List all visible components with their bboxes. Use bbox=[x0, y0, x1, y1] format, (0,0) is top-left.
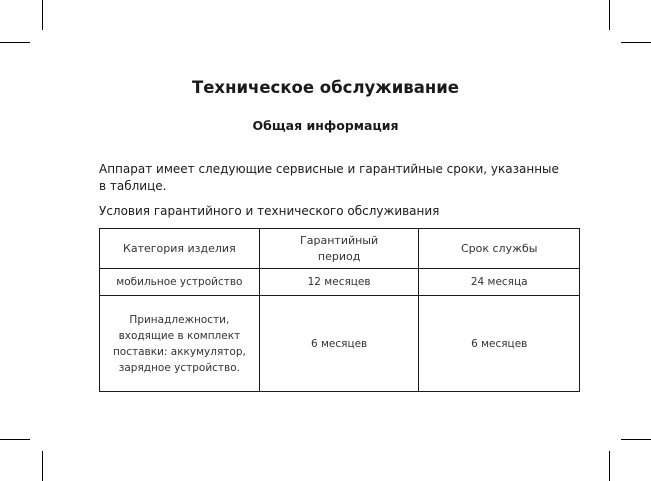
section-subtitle: Общая информация bbox=[252, 118, 399, 133]
intro-line-2: в таблице. bbox=[99, 179, 167, 193]
crop-mark-bottom-left-vertical bbox=[42, 451, 43, 481]
cell-warranty: 6 месяцев bbox=[259, 296, 419, 392]
cell-category: Принадлежности, входящие в комплект поставки: аккумулятор, зарядное устройство. bbox=[100, 296, 260, 392]
table-caption: Условия гарантийного и технического обслуживания bbox=[99, 204, 440, 218]
header-warranty: Гарантийный период bbox=[259, 229, 419, 269]
crop-mark-top-left-horizontal bbox=[0, 42, 30, 43]
warranty-table bbox=[99, 228, 580, 392]
crop-mark-bottom-right-vertical bbox=[609, 451, 610, 481]
header-service-life: Срок службы bbox=[419, 229, 580, 269]
cell-warranty: 12 месяцев bbox=[259, 269, 419, 296]
header-category: Категория изделия bbox=[100, 229, 260, 269]
intro-paragraph bbox=[99, 161, 589, 195]
crop-mark-top-left-vertical bbox=[42, 0, 43, 30]
crop-mark-top-right-vertical bbox=[609, 0, 610, 30]
table-header-row bbox=[100, 229, 580, 269]
table-row bbox=[100, 296, 580, 392]
crop-mark-bottom-right-horizontal bbox=[621, 439, 651, 440]
cell-service-life: 6 месяцев bbox=[419, 296, 580, 392]
intro-line-1: Аппарат имеет следующие сервисные и гарантийные сроки, указанные bbox=[99, 162, 559, 176]
cell-service-life: 24 месяца bbox=[419, 269, 580, 296]
page-title: Техническое обслуживание bbox=[191, 78, 459, 97]
table-row bbox=[100, 269, 580, 296]
crop-mark-top-right-horizontal bbox=[621, 42, 651, 43]
crop-mark-bottom-left-horizontal bbox=[0, 439, 30, 440]
cell-category: мобильное устройство bbox=[100, 269, 260, 296]
